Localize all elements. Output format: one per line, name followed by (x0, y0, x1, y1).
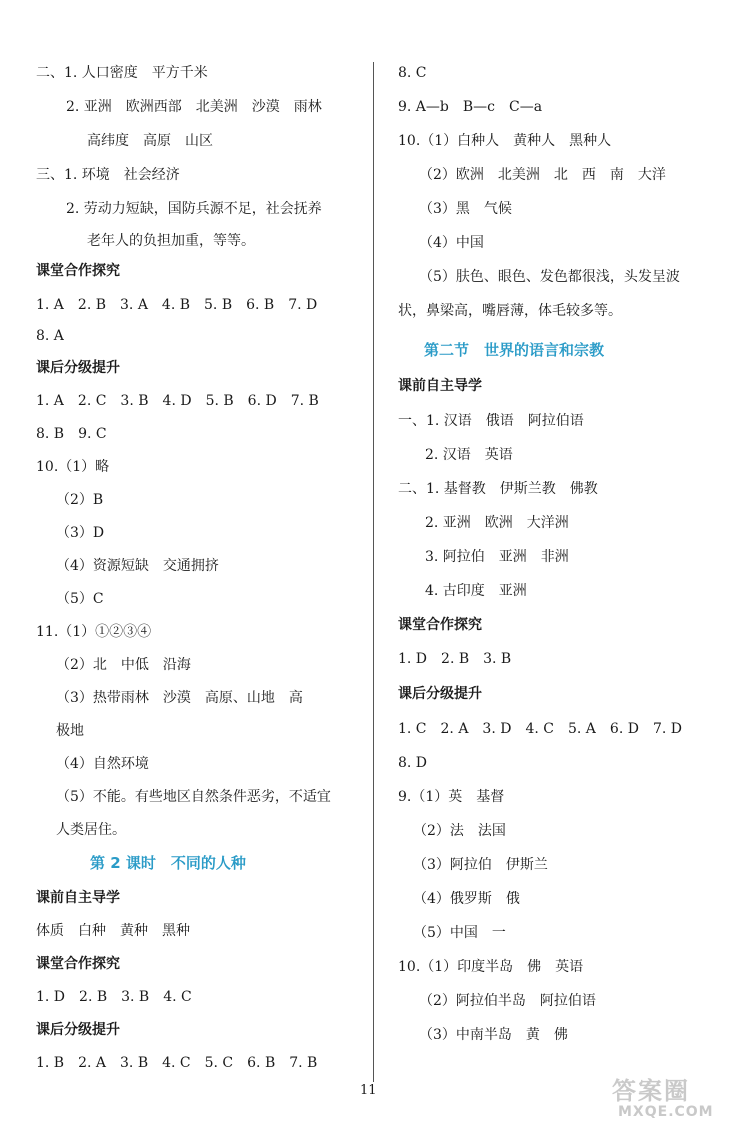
column-divider (373, 62, 374, 1082)
answer-line: 一、1. 汉语 俄语 阿拉伯语 (398, 413, 584, 429)
text-line: 二、1. 人口密度 平方千米 (36, 65, 208, 81)
watermark-url: MXQE.COM (618, 1104, 714, 1120)
answer-line: （4）自然环境 (56, 756, 149, 772)
heading-classroom-cooperation: 课堂合作探究 (398, 617, 482, 633)
section-title-different-races: 第 2 课时 不同的人种 (90, 854, 246, 872)
heading-pre-class: 课前自主导学 (36, 890, 120, 906)
watermark-title: 答案圈 (612, 1077, 690, 1105)
answer-line: 二、1. 基督教 伊斯兰教 佛教 (398, 481, 598, 497)
answer-line: （4）俄罗斯 俄 (413, 891, 520, 907)
answer-line: 1. C 2. A 3. D 4. C 5. A 6. D 7. D (398, 721, 682, 737)
answer-line: 9. A—b B—c C—a (398, 99, 543, 115)
text-line: 2. 劳动力短缺，国防兵源不足，社会抚养 (66, 201, 322, 217)
answer-line: （2）欧洲 北美洲 北 西 南 大洋 (419, 167, 666, 183)
answer-line: （4）中国 (419, 235, 484, 251)
answer-line: 1. B 2. A 3. B 4. C 5. C 6. B 7. B (36, 1055, 318, 1071)
answer-line: （3）阿拉伯 伊斯兰 (413, 857, 548, 873)
answer-line: （2）B (56, 492, 104, 508)
answer-line: （5）C (56, 591, 104, 607)
text-line: 2. 亚洲 欧洲西部 北美洲 沙漠 雨林 (66, 99, 322, 115)
answer-line: （3）中南半岛 黄 佛 (419, 1027, 568, 1043)
answer-line: 体质 白种 黄种 黑种 (36, 923, 190, 939)
answer-line: 1. A 2. B 3. A 4. B 5. B 6. B 7. D (36, 297, 318, 313)
answer-line: （5）肤色、眼色、发色都很浅，头发呈波 (419, 269, 680, 285)
answer-line: 8. C (398, 65, 427, 81)
answer-line: （4）资源短缺 交通拥挤 (56, 558, 219, 574)
answer-line: （2）北 中低 沿海 (56, 657, 191, 673)
text-line: 三、1. 环境 社会经济 (36, 167, 180, 183)
section-title-languages-religions: 第二节 世界的语言和宗教 (424, 341, 605, 359)
answer-line: 极地 (56, 723, 84, 739)
heading-classroom-cooperation: 课堂合作探究 (36, 263, 120, 279)
answer-line: 10.（1）印度半岛 佛 英语 (398, 959, 584, 975)
answer-line: 8. A (36, 328, 64, 344)
answer-line: （3）热带雨林 沙漠 高原、山地 高 (56, 690, 303, 706)
answer-line: 1. D 2. B 3. B (398, 651, 512, 667)
answer-line: 1. A 2. C 3. B 4. D 5. B 6. D 7. B (36, 393, 319, 409)
answer-line: 8. B 9. C (36, 426, 107, 442)
answer-line: 2. 汉语 英语 (425, 447, 513, 463)
answer-line: （2）法 法国 (413, 823, 506, 839)
answer-line: （5）不能。有些地区自然条件恶劣，不适宜 (56, 789, 331, 805)
answer-line: 状，鼻梁高，嘴唇薄，体毛较多等。 (398, 303, 622, 319)
answer-line: （2）阿拉伯半岛 阿拉伯语 (419, 993, 596, 1009)
answer-line: 4. 古印度 亚洲 (425, 583, 527, 599)
answer-line: 10.（1）白种人 黄种人 黑种人 (398, 133, 612, 149)
heading-classroom-cooperation: 课堂合作探究 (36, 956, 120, 972)
text-line: 高纬度 高原 山区 (87, 133, 213, 149)
text-line: 老年人的负担加重，等等。 (87, 233, 255, 249)
heading-after-class: 课后分级提升 (36, 1022, 120, 1038)
answer-line: （3）黑 气候 (419, 201, 512, 217)
page-number: 11 (360, 1083, 377, 1098)
heading-after-class: 课后分级提升 (398, 686, 482, 702)
watermark-logo (612, 1078, 748, 1124)
answer-line: 9.（1）英 基督 (398, 789, 505, 805)
answer-line: 2. 亚洲 欧洲 大洋洲 (425, 515, 569, 531)
answer-line: 11.（1）①②③④ (36, 624, 152, 640)
answer-line: （3）D (56, 525, 105, 541)
answer-line: 3. 阿拉伯 亚洲 非洲 (425, 549, 569, 565)
heading-pre-class: 课前自主导学 (398, 378, 482, 394)
answer-line: 8. D (398, 755, 428, 771)
answer-line: （5）中国 一 (413, 925, 506, 941)
answer-line: 1. D 2. B 3. B 4. C (36, 989, 192, 1005)
answer-line: 10.（1）略 (36, 459, 110, 475)
answer-line: 人类居住。 (56, 822, 126, 838)
heading-after-class: 课后分级提升 (36, 360, 120, 376)
